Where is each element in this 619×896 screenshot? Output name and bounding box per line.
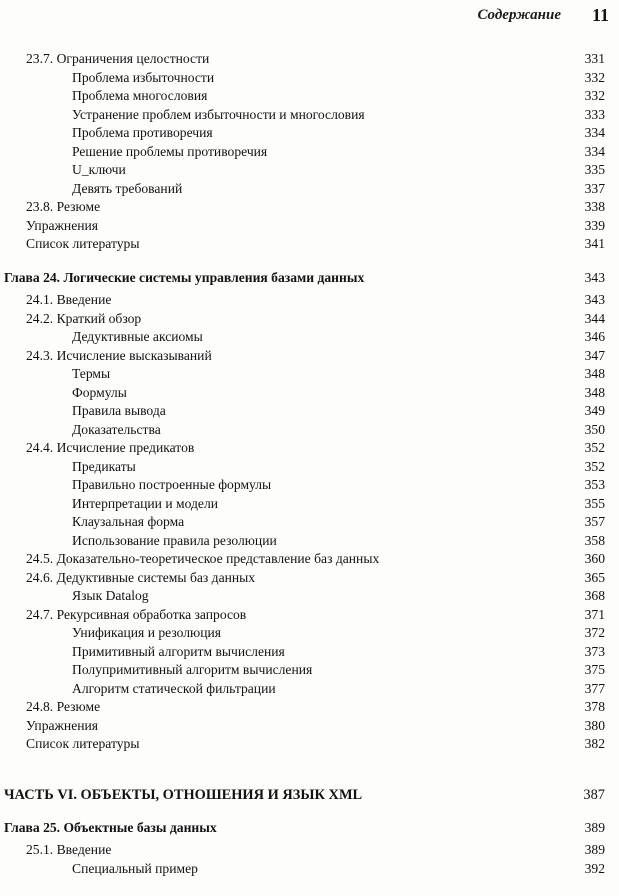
toc-entry-title: 25.1. Введение <box>26 842 112 857</box>
toc-entry[interactable] <box>0 310 619 328</box>
toc-entry-page: 382 <box>584 736 605 751</box>
toc-entry[interactable] <box>0 606 619 624</box>
toc-entry-page: 371 <box>584 606 605 622</box>
toc-entry[interactable] <box>0 291 619 309</box>
toc-entry-title: Упражнения <box>26 217 99 233</box>
toc-entry-page: 349 <box>584 403 605 418</box>
toc-entry-page: 353 <box>584 477 605 492</box>
toc-entry[interactable] <box>0 569 619 587</box>
toc-entry[interactable] <box>0 180 619 198</box>
toc-entry-title: Специальный пример <box>72 860 198 876</box>
toc-entry[interactable] <box>0 458 619 476</box>
toc-entry-title: Примитивный алгоритм вычисления <box>72 643 285 659</box>
toc-entry-page: 332 <box>584 88 605 103</box>
toc-entry-title: Язык Datalog <box>72 588 149 603</box>
toc-entry-title: Список литературы <box>26 236 140 251</box>
toc-entry[interactable] <box>0 217 619 235</box>
toc-entry[interactable] <box>0 587 619 605</box>
toc-entry[interactable] <box>0 365 619 383</box>
toc-entry-title: 24.7. Рекурсивная обработка запросов <box>26 606 247 622</box>
toc-entry[interactable] <box>0 106 619 124</box>
toc-entry-page: 380 <box>584 717 605 733</box>
toc-entry-title: 24.4. Исчисление предикатов <box>26 440 195 455</box>
toc-entry-page: 332 <box>584 69 605 85</box>
toc-chapter[interactable] <box>0 269 619 287</box>
toc-entry[interactable] <box>0 124 619 142</box>
toc-entry-page: 337 <box>584 180 605 196</box>
toc-entry-title: Решение проблемы противоречия <box>72 143 268 159</box>
toc-entry-title: 24.8. Резюме <box>26 699 101 714</box>
toc-entry-page: 348 <box>584 366 605 381</box>
toc-entry-page: 348 <box>584 384 605 400</box>
toc-entry-title: 23.8. Резюме <box>26 199 101 214</box>
toc-entry-title: Проблема избыточности <box>72 69 215 85</box>
toc-entry-page: 368 <box>584 588 605 603</box>
toc-entry-page: 334 <box>584 125 605 140</box>
toc-entry-page: 375 <box>584 662 605 677</box>
toc-entry-page: 343 <box>584 292 605 307</box>
toc-entry[interactable] <box>0 735 619 753</box>
toc-entry-page: 389 <box>584 820 605 835</box>
toc-entry-title: Формулы <box>72 384 127 400</box>
toc-entry-page: 335 <box>584 162 605 177</box>
toc-entry-page: 357 <box>584 514 605 529</box>
toc-entry-page: 373 <box>584 643 605 659</box>
toc-entry-title: Предикаты <box>72 458 136 474</box>
toc-entry-title: U_ключи <box>72 162 126 177</box>
toc-entry[interactable] <box>0 161 619 179</box>
toc-entry[interactable] <box>0 421 619 439</box>
toc-entry-title: Список литературы <box>26 736 140 751</box>
toc-entry-title: Клаузальная форма <box>72 514 185 529</box>
toc-entry-page: 352 <box>584 440 605 455</box>
toc-entry[interactable] <box>0 439 619 457</box>
toc-entry-page: 339 <box>584 217 605 233</box>
running-header-title: Содержание <box>477 7 561 23</box>
toc-chapter-title: Глава 25. Объектные базы данных <box>4 820 217 835</box>
toc-entry-title: Алгоритм статической фильтрации <box>72 680 276 696</box>
toc-entry-title: Использование правила резолюции <box>72 532 277 548</box>
toc-entry-page: 343 <box>584 270 605 285</box>
toc-entry-page: 360 <box>584 551 605 566</box>
toc-entry[interactable] <box>0 495 619 513</box>
toc-entry-page: 358 <box>584 532 605 548</box>
toc-entry[interactable] <box>0 328 619 346</box>
toc-entry-title: 24.3. Исчисление высказываний <box>26 347 212 363</box>
toc-chapter[interactable] <box>0 819 619 837</box>
page-number: 11 <box>591 5 609 25</box>
toc-entry[interactable] <box>0 347 619 365</box>
toc-entry-page: 334 <box>584 143 605 159</box>
toc-entry[interactable] <box>0 513 619 531</box>
toc-entry-page: 352 <box>584 458 605 474</box>
toc-entry-page: 338 <box>584 199 605 214</box>
toc-entry[interactable] <box>0 624 619 642</box>
toc-entry-page: 365 <box>584 569 605 585</box>
toc-entry-title: 24.5. Доказательно-теоретическое представление баз данных <box>26 551 380 566</box>
toc-entry-title: Унификация и резолюция <box>72 625 222 640</box>
toc-entry[interactable] <box>0 384 619 402</box>
toc-entry[interactable] <box>0 402 619 420</box>
toc-entry-title: 24.6. Дедуктивные системы баз данных <box>26 569 256 585</box>
toc-entry-title: Устранение проблем избыточности и многословия <box>72 106 365 122</box>
toc-entry-page: 389 <box>584 842 605 857</box>
toc-entry-title: Проблема противоречия <box>72 125 213 140</box>
toc-entry[interactable] <box>0 143 619 161</box>
toc-entry-title: Дедуктивные аксиомы <box>72 329 203 344</box>
toc-entry-page: 387 <box>583 787 605 803</box>
toc-entry[interactable] <box>0 87 619 105</box>
toc-entry-title: Термы <box>72 366 111 381</box>
toc-entry-page: 344 <box>584 310 605 326</box>
toc-entry-page: 350 <box>584 421 605 437</box>
toc-entry[interactable] <box>0 643 619 661</box>
toc-entry-title: 24.1. Введение <box>26 292 112 307</box>
toc-entry[interactable] <box>0 550 619 568</box>
table-of-contents <box>0 50 619 880</box>
running-header <box>0 4 619 26</box>
toc-entry-page: 333 <box>584 106 605 122</box>
toc-entry[interactable] <box>0 717 619 735</box>
toc-entry[interactable] <box>0 50 619 68</box>
toc-entry-page: 331 <box>584 51 605 66</box>
toc-entry-title: Проблема многословия <box>72 88 208 103</box>
toc-entry-title: Правильно построенные формулы <box>72 477 272 492</box>
toc-entry[interactable] <box>0 698 619 716</box>
toc-entry-title: 24.2. Краткий обзор <box>26 310 142 326</box>
toc-entry[interactable] <box>0 235 619 253</box>
toc-entry[interactable] <box>0 476 619 494</box>
toc-entry-title: Доказательства <box>72 421 161 437</box>
toc-chapter-title: Глава 24. Логические системы управления базами данных <box>4 270 365 285</box>
toc-entry[interactable] <box>0 661 619 679</box>
toc-entry-page: 372 <box>584 625 605 640</box>
toc-entry-title: Полупримитивный алгоритм вычисления <box>72 662 313 677</box>
toc-entry[interactable] <box>0 69 619 87</box>
toc-entry-title: Интерпретации и модели <box>72 495 219 511</box>
toc-entry-page: 355 <box>584 495 605 511</box>
toc-part[interactable] <box>0 786 619 804</box>
toc-entry-page: 346 <box>584 329 605 344</box>
toc-part-title: ЧАСТЬ VI. ОБЪЕКТЫ, ОТНОШЕНИЯ И ЯЗЫК XML <box>4 787 363 803</box>
toc-entry[interactable] <box>0 841 619 859</box>
toc-entry[interactable] <box>0 680 619 698</box>
toc-entry[interactable] <box>0 532 619 550</box>
toc-entry-page: 347 <box>584 347 605 363</box>
toc-entry-page: 377 <box>584 680 605 696</box>
toc-entry-title: Правила вывода <box>72 403 166 418</box>
toc-entry-page: 392 <box>584 860 605 876</box>
toc-entry-page: 378 <box>584 699 605 714</box>
toc-entry-title: Девять требований <box>72 180 183 196</box>
toc-entry-page: 341 <box>584 236 605 251</box>
toc-entry-title: 23.7. Ограничения целостности <box>26 51 210 66</box>
toc-entry-title: Упражнения <box>26 717 99 733</box>
toc-entry[interactable] <box>0 198 619 216</box>
toc-entry[interactable] <box>0 860 619 878</box>
